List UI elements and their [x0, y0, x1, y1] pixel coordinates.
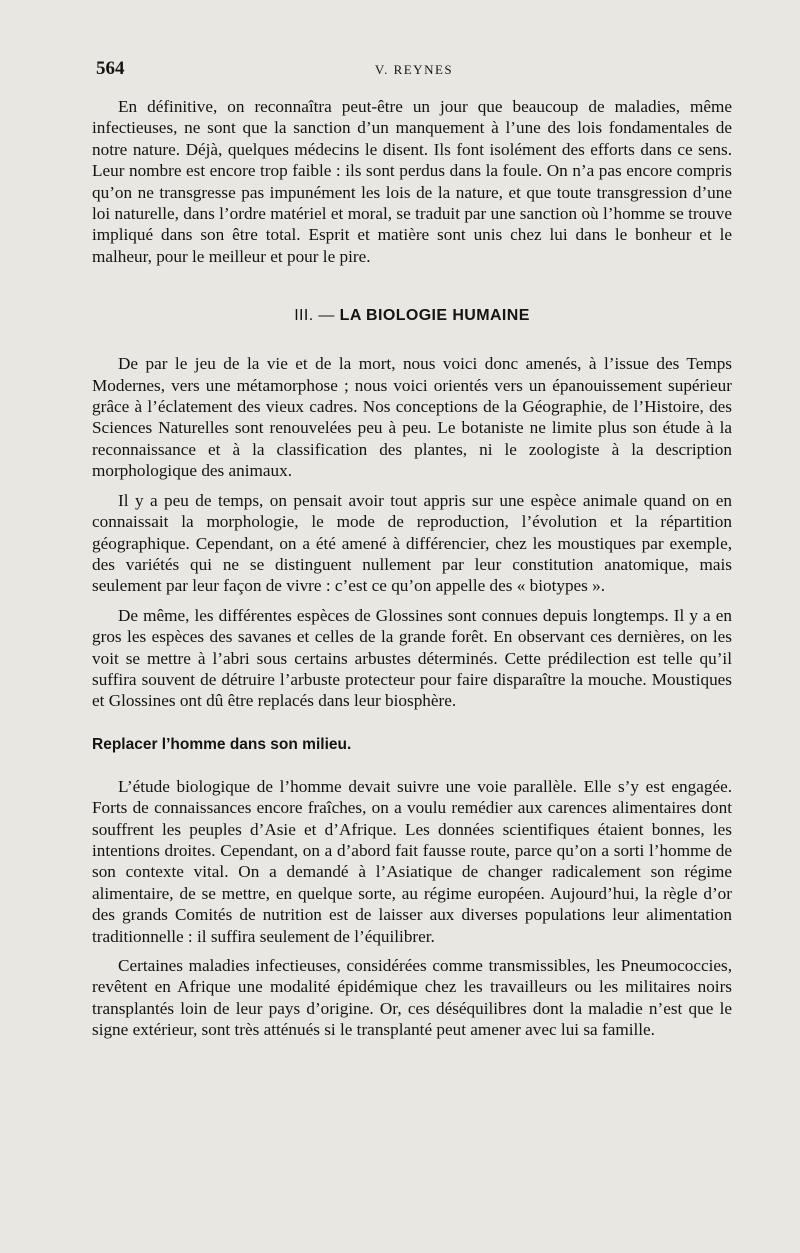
paragraph-intro: En définitive, on reconnaîtra peut-être un jour que beaucoup de maladies, même infectieuses, ne sont que la sanction d’un manquement à l’une des lois fondamentales de notre nature. Déjà, quelques médecins le disent. Ils font isolément des efforts dans ce sens. Leur nombre est encore trop faible : ils sont perdus dans la foule. On n’a pas encore compris qu’on ne transgresse pas impunément les lois de la nature, et que toute transgression d’une loi naturelle, dans l’ordre matériel et moral, se traduit par une sanction où l’homme se trouve impliqué dans son être total. Esprit et matière sont unis chez lui dans le bonheur et le malheur, pour le meilleur et pour le pire. [92, 97, 732, 266]
section-heading [92, 307, 732, 325]
page-number: 564 [96, 58, 125, 79]
section-title: LA BIOLOGIE HUMAINE [339, 307, 530, 325]
paragraph-subsection-2: Certaines maladies infectieuses, considérées comme transmissibles, les Pneumococcies, revêtent en Afrique une modalité épidémique chez les travailleurs ou les militaires noirs transplantés loin de leur pays d’origine. Or, ces déséquilibres dont la maladie n’est que le signe extérieur, sont très atténués si le transplanté peut amener avec lui sa famille. [92, 956, 732, 1040]
section-numeral: III. — [294, 307, 340, 325]
running-head-author: V. REYNES [374, 62, 454, 77]
paragraph-section-1: De par le jeu de la vie et de la mort, nous voici donc amenés, à l’issue des Temps Modernes, vers une métamorphose ; nous voici orientés vers un épanouissement supérieur grâce à l’éclatement des vieux cadres. Nos conceptions de la Géographie, de l’Histoire, des Sciences Naturelles sont renouvelées peu à peu. Le botaniste ne limite plus son étude à la reconnaissance et à la classification des plantes, ni le zoologiste à la description morphologique des animaux. [92, 354, 732, 481]
running-head [92, 58, 732, 92]
paragraph-section-2: Il y a peu de temps, on pensait avoir tout appris sur une espèce animale quand on en connaissait la morphologie, le mode de reproduction, l’évolution et la répartition géographique. Cependant, on a été amené à différencier, chez les moustiques par exemple, des variétés qui ne se distinguent nullement par leur constitution anatomique, mais seulement par leur façon de vivre : c’est ce qu’on appelle des « biotypes ». [92, 490, 732, 596]
paragraph-subsection-1: L’étude biologique de l’homme devait suivre une voie parallèle. Elle s’y est engagée. Forts de connaissances encore fraîches, on a voulu remédier aux carences alimentaires dont souffrent les peuples d’Asie et d’Afrique. Les données scientifiques étaient bonnes, les intentions droites. Cependant, on a d’abord fait fausse route, parce qu’on a sorti l’homme de son contexte vital. On a demandé à l’Asiatique de changer radicalement son régime alimentaire, de se mettre, en quelque sorte, au régime européen. Aujourd’hui, la règle d’or des grands Comités de nutrition est de laisser aux diverses populations leur alimentation traditionnelle : il suffira seulement de l’équilibrer. [92, 776, 732, 946]
subsection-heading: Replacer l’homme dans son milieu. [92, 735, 352, 753]
paragraph-section-3: De même, les différentes espèces de Glossines sont connues depuis longtemps. Il y a en gros les espèces des savanes et celles de la grande forêt. En observant ces dernières, on les voit se mettre à l’abri sous certains arbustes déterminés. Cette prédilection est telle qu’il suffira souvent de détruire l’arbuste protecteur pour faire disparaître la mouche. Moustiques et Glossines ont dû être replacés dans leur biosphère. [92, 605, 732, 711]
